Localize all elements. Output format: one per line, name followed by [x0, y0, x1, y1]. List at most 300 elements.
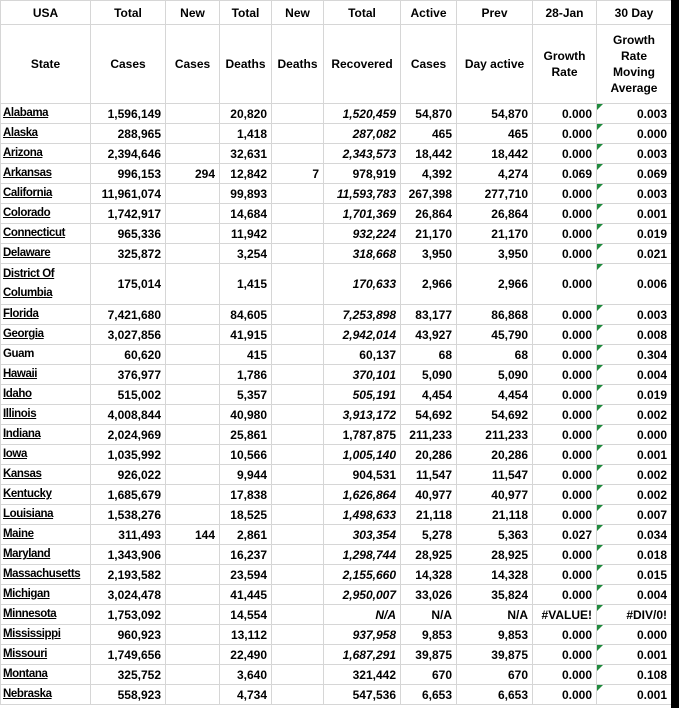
cell-growth30[interactable]: 0.001 [597, 204, 672, 224]
cell-deaths[interactable]: 12,842 [220, 164, 272, 184]
cell-growth[interactable]: 0.000 [533, 645, 597, 665]
cell-active[interactable]: N/A [401, 605, 457, 625]
cell-deaths[interactable]: 4,734 [220, 685, 272, 705]
cell-active[interactable]: 465 [401, 124, 457, 144]
cell-recovered[interactable]: 1,298,744 [324, 545, 401, 565]
cell-prev[interactable]: 211,233 [457, 425, 533, 445]
cell-state[interactable]: Arkansas [1, 164, 91, 184]
cell-cases[interactable]: 376,977 [91, 365, 166, 385]
cell-state[interactable]: Illinois [1, 405, 91, 425]
cell-state[interactable]: Maine [1, 525, 91, 545]
cell-new_deaths[interactable] [272, 405, 324, 425]
cell-growth[interactable]: 0.000 [533, 345, 597, 365]
cell-new_cases[interactable] [166, 104, 220, 124]
cell-new_deaths[interactable] [272, 365, 324, 385]
cell-deaths[interactable]: 1,418 [220, 124, 272, 144]
cell-state[interactable]: Massachusetts [1, 565, 91, 585]
cell-growth[interactable]: 0.000 [533, 445, 597, 465]
cell-prev[interactable]: 465 [457, 124, 533, 144]
cell-cases[interactable]: 1,742,917 [91, 204, 166, 224]
cell-active[interactable]: 68 [401, 345, 457, 365]
cell-growth[interactable]: 0.000 [533, 184, 597, 204]
cell-new_deaths[interactable] [272, 665, 324, 685]
cell-cases[interactable]: 1,753,092 [91, 605, 166, 625]
cell-new_cases[interactable] [166, 264, 220, 305]
cell-cases[interactable]: 960,923 [91, 625, 166, 645]
cell-active[interactable]: 33,026 [401, 585, 457, 605]
cell-prev[interactable]: 5,363 [457, 525, 533, 545]
header-total-deaths-1[interactable]: Total [220, 1, 272, 25]
cell-cases[interactable]: 3,027,856 [91, 325, 166, 345]
header-date-28-jan[interactable]: 28-Jan [533, 1, 597, 25]
cell-active[interactable]: 9,853 [401, 625, 457, 645]
cell-new_deaths[interactable] [272, 325, 324, 345]
cell-new_cases[interactable] [166, 505, 220, 525]
cell-state[interactable]: Arizona [1, 144, 91, 164]
cell-recovered[interactable]: 7,253,898 [324, 305, 401, 325]
cell-prev[interactable]: 39,875 [457, 645, 533, 665]
cell-state[interactable]: Maryland [1, 545, 91, 565]
cell-state[interactable]: Minnesota [1, 605, 91, 625]
cell-new_cases[interactable] [166, 244, 220, 264]
cell-new_cases[interactable] [166, 625, 220, 645]
cell-growth[interactable]: 0.000 [533, 565, 597, 585]
header-30-day-1[interactable]: 30 Day [597, 1, 672, 25]
cell-state[interactable]: Indiana [1, 425, 91, 445]
cell-cases[interactable]: 926,022 [91, 465, 166, 485]
header-recovered[interactable]: Recovered [324, 25, 401, 104]
cell-growth30[interactable]: 0.004 [597, 585, 672, 605]
cell-active[interactable]: 39,875 [401, 645, 457, 665]
cell-state[interactable]: Georgia [1, 325, 91, 345]
cell-prev[interactable]: N/A [457, 605, 533, 625]
cell-state[interactable]: Kansas [1, 465, 91, 485]
cell-growth[interactable]: 0.000 [533, 485, 597, 505]
header-growth-rate[interactable]: Growth Rate [533, 25, 597, 104]
cell-recovered[interactable]: 1,520,459 [324, 104, 401, 124]
cell-recovered[interactable]: 1,626,864 [324, 485, 401, 505]
cell-state[interactable]: Florida [1, 305, 91, 325]
cell-prev[interactable]: 28,925 [457, 545, 533, 565]
cell-recovered[interactable]: 3,913,172 [324, 405, 401, 425]
cell-recovered[interactable]: 318,668 [324, 244, 401, 264]
cell-deaths[interactable]: 18,525 [220, 505, 272, 525]
cell-growth[interactable]: 0.000 [533, 124, 597, 144]
cell-new_deaths[interactable] [272, 124, 324, 144]
cell-growth[interactable]: 0.000 [533, 685, 597, 705]
cell-new_cases[interactable] [166, 184, 220, 204]
cell-growth30[interactable]: 0.006 [597, 264, 672, 305]
cell-prev[interactable]: 54,692 [457, 405, 533, 425]
cell-new_cases[interactable] [166, 204, 220, 224]
cell-cases[interactable]: 2,193,582 [91, 565, 166, 585]
cell-prev[interactable]: 5,090 [457, 365, 533, 385]
cell-growth[interactable]: 0.000 [533, 325, 597, 345]
cell-growth30[interactable]: 0.108 [597, 665, 672, 685]
cell-deaths[interactable]: 22,490 [220, 645, 272, 665]
cell-prev[interactable]: 68 [457, 345, 533, 365]
cell-new_deaths[interactable] [272, 244, 324, 264]
cell-prev[interactable]: 9,853 [457, 625, 533, 645]
cell-cases[interactable]: 175,014 [91, 264, 166, 305]
cell-recovered[interactable]: 1,687,291 [324, 645, 401, 665]
cell-cases[interactable]: 311,493 [91, 525, 166, 545]
cell-cases[interactable]: 515,002 [91, 385, 166, 405]
cell-cases[interactable]: 325,872 [91, 244, 166, 264]
cell-growth30[interactable]: 0.000 [597, 625, 672, 645]
cell-growth[interactable]: 0.000 [533, 505, 597, 525]
cell-new_cases[interactable] [166, 345, 220, 365]
cell-growth30[interactable]: 0.003 [597, 184, 672, 204]
cell-growth[interactable]: 0.000 [533, 224, 597, 244]
cell-growth[interactable]: #VALUE! [533, 605, 597, 625]
cell-recovered[interactable]: 2,155,660 [324, 565, 401, 585]
cell-new_deaths[interactable] [272, 465, 324, 485]
cell-growth30[interactable]: 0.069 [597, 164, 672, 184]
cell-new_deaths[interactable] [272, 305, 324, 325]
cell-new_deaths[interactable] [272, 184, 324, 204]
cell-growth[interactable]: 0.000 [533, 585, 597, 605]
cell-active[interactable]: 20,286 [401, 445, 457, 465]
cell-recovered[interactable]: 505,191 [324, 385, 401, 405]
cell-active[interactable]: 4,454 [401, 385, 457, 405]
cell-recovered[interactable]: 1,787,875 [324, 425, 401, 445]
cell-deaths[interactable]: 20,820 [220, 104, 272, 124]
cell-active[interactable]: 267,398 [401, 184, 457, 204]
header-day-active[interactable]: Day active [457, 25, 533, 104]
cell-growth30[interactable]: 0.008 [597, 325, 672, 345]
cell-active[interactable]: 2,966 [401, 264, 457, 305]
cell-active[interactable]: 6,653 [401, 685, 457, 705]
cell-active[interactable]: 211,233 [401, 425, 457, 445]
cell-deaths[interactable]: 1,786 [220, 365, 272, 385]
cell-new_deaths[interactable] [272, 625, 324, 645]
cell-growth30[interactable]: 0.001 [597, 645, 672, 665]
header-new-cases-2[interactable]: Cases [166, 25, 220, 104]
cell-new_cases[interactable] [166, 445, 220, 465]
cell-active[interactable]: 11,547 [401, 465, 457, 485]
cell-cases[interactable]: 1,343,906 [91, 545, 166, 565]
cell-cases[interactable]: 965,336 [91, 224, 166, 244]
cell-new_cases[interactable]: 294 [166, 164, 220, 184]
cell-state[interactable]: California [1, 184, 91, 204]
cell-active[interactable]: 26,864 [401, 204, 457, 224]
cell-growth[interactable]: 0.069 [533, 164, 597, 184]
cell-prev[interactable]: 45,790 [457, 325, 533, 345]
header-prev-1[interactable]: Prev [457, 1, 533, 25]
cell-deaths[interactable]: 16,237 [220, 545, 272, 565]
cell-prev[interactable]: 2,966 [457, 264, 533, 305]
cell-deaths[interactable]: 14,684 [220, 204, 272, 224]
cell-deaths[interactable]: 415 [220, 345, 272, 365]
cell-deaths[interactable]: 23,594 [220, 565, 272, 585]
cell-state[interactable]: District Of Columbia [1, 264, 91, 305]
cell-recovered[interactable]: 2,942,014 [324, 325, 401, 345]
cell-prev[interactable]: 35,824 [457, 585, 533, 605]
cell-recovered[interactable]: 547,536 [324, 685, 401, 705]
cell-deaths[interactable]: 32,631 [220, 144, 272, 164]
cell-new_deaths[interactable] [272, 345, 324, 365]
cell-cases[interactable]: 11,961,074 [91, 184, 166, 204]
cell-growth30[interactable]: 0.007 [597, 505, 672, 525]
cell-state[interactable]: Idaho [1, 385, 91, 405]
cell-new_deaths[interactable] [272, 425, 324, 445]
cell-state[interactable]: Michigan [1, 585, 91, 605]
cell-new_deaths[interactable] [272, 485, 324, 505]
header-new-deaths-2[interactable]: Deaths [272, 25, 324, 104]
cell-new_cases[interactable] [166, 665, 220, 685]
cell-growth[interactable]: 0.000 [533, 204, 597, 224]
cell-deaths[interactable]: 84,605 [220, 305, 272, 325]
cell-growth30[interactable]: 0.018 [597, 545, 672, 565]
cell-cases[interactable]: 1,685,679 [91, 485, 166, 505]
cell-state[interactable]: Colorado [1, 204, 91, 224]
cell-deaths[interactable]: 9,944 [220, 465, 272, 485]
cell-active[interactable]: 83,177 [401, 305, 457, 325]
cell-recovered[interactable]: 2,343,573 [324, 144, 401, 164]
cell-deaths[interactable]: 3,640 [220, 665, 272, 685]
cell-growth30[interactable]: 0.034 [597, 525, 672, 545]
cell-prev[interactable]: 4,454 [457, 385, 533, 405]
cell-deaths[interactable]: 11,942 [220, 224, 272, 244]
cell-cases[interactable]: 288,965 [91, 124, 166, 144]
header-new-cases-1[interactable]: New [166, 1, 220, 25]
cell-active[interactable]: 5,278 [401, 525, 457, 545]
cell-state[interactable]: Hawaii [1, 365, 91, 385]
header-growth-rate-moving-average[interactable]: Growth Rate Moving Average [597, 25, 672, 104]
cell-active[interactable]: 54,692 [401, 405, 457, 425]
cell-new_cases[interactable] [166, 565, 220, 585]
cell-new_deaths[interactable] [272, 505, 324, 525]
cell-cases[interactable]: 1,596,149 [91, 104, 166, 124]
cell-cases[interactable]: 2,394,646 [91, 144, 166, 164]
cell-deaths[interactable]: 2,861 [220, 525, 272, 545]
cell-prev[interactable]: 21,118 [457, 505, 533, 525]
cell-state[interactable]: Guam [1, 345, 91, 365]
cell-recovered[interactable]: 287,082 [324, 124, 401, 144]
cell-active[interactable]: 14,328 [401, 565, 457, 585]
cell-growth30[interactable]: 0.304 [597, 345, 672, 365]
cell-active[interactable]: 28,925 [401, 545, 457, 565]
cell-new_deaths[interactable] [272, 525, 324, 545]
cell-new_deaths[interactable] [272, 605, 324, 625]
cell-active[interactable]: 40,977 [401, 485, 457, 505]
cell-growth30[interactable]: 0.003 [597, 144, 672, 164]
cell-active[interactable]: 670 [401, 665, 457, 685]
cell-recovered[interactable]: 1,701,369 [324, 204, 401, 224]
cell-new_cases[interactable] [166, 585, 220, 605]
cell-cases[interactable]: 7,421,680 [91, 305, 166, 325]
cell-growth[interactable]: 0.000 [533, 144, 597, 164]
header-total-recovered-1[interactable]: Total [324, 1, 401, 25]
cell-new_deaths[interactable] [272, 264, 324, 305]
cell-active[interactable]: 4,392 [401, 164, 457, 184]
cell-recovered[interactable]: 978,919 [324, 164, 401, 184]
cell-state[interactable]: Delaware [1, 244, 91, 264]
cell-new_deaths[interactable] [272, 204, 324, 224]
cell-new_deaths[interactable] [272, 445, 324, 465]
cell-growth30[interactable]: 0.021 [597, 244, 672, 264]
cell-recovered[interactable]: 321,442 [324, 665, 401, 685]
cell-growth30[interactable]: 0.003 [597, 104, 672, 124]
cell-growth30[interactable]: 0.000 [597, 425, 672, 445]
cell-growth30[interactable]: 0.002 [597, 465, 672, 485]
cell-growth30[interactable]: 0.002 [597, 405, 672, 425]
cell-growth[interactable]: 0.000 [533, 305, 597, 325]
cell-growth[interactable]: 0.000 [533, 365, 597, 385]
cell-new_deaths[interactable] [272, 685, 324, 705]
cell-prev[interactable]: 14,328 [457, 565, 533, 585]
cell-growth30[interactable]: 0.003 [597, 305, 672, 325]
cell-deaths[interactable]: 3,254 [220, 244, 272, 264]
cell-growth30[interactable]: 0.015 [597, 565, 672, 585]
cell-prev[interactable]: 54,870 [457, 104, 533, 124]
cell-active[interactable]: 5,090 [401, 365, 457, 385]
cell-cases[interactable]: 1,538,276 [91, 505, 166, 525]
cell-new_deaths[interactable] [272, 144, 324, 164]
cell-new_deaths[interactable] [272, 224, 324, 244]
cell-cases[interactable]: 60,620 [91, 345, 166, 365]
header-cases[interactable]: Cases [91, 25, 166, 104]
cell-cases[interactable]: 558,923 [91, 685, 166, 705]
cell-prev[interactable]: 86,868 [457, 305, 533, 325]
cell-growth30[interactable]: 0.004 [597, 365, 672, 385]
cell-growth[interactable]: 0.000 [533, 545, 597, 565]
cell-growth[interactable]: 0.000 [533, 625, 597, 645]
header-active-cases[interactable]: Cases [401, 25, 457, 104]
cell-growth[interactable]: 0.000 [533, 665, 597, 685]
cell-deaths[interactable]: 1,415 [220, 264, 272, 305]
cell-state[interactable]: Iowa [1, 445, 91, 465]
cell-recovered[interactable]: 932,224 [324, 224, 401, 244]
cell-deaths[interactable]: 13,112 [220, 625, 272, 645]
cell-state[interactable]: Connecticut [1, 224, 91, 244]
cell-new_cases[interactable] [166, 545, 220, 565]
cell-active[interactable]: 18,442 [401, 144, 457, 164]
cell-state[interactable]: Alaska [1, 124, 91, 144]
cell-deaths[interactable]: 40,980 [220, 405, 272, 425]
cell-new_cases[interactable] [166, 685, 220, 705]
cell-state[interactable]: Kentucky [1, 485, 91, 505]
cell-state[interactable]: Montana [1, 665, 91, 685]
cell-cases[interactable]: 996,153 [91, 164, 166, 184]
cell-cases[interactable]: 4,008,844 [91, 405, 166, 425]
cell-state[interactable]: Louisiana [1, 505, 91, 525]
header-deaths[interactable]: Deaths [220, 25, 272, 104]
cell-growth30[interactable]: 0.019 [597, 385, 672, 405]
cell-new_cases[interactable] [166, 405, 220, 425]
cell-growth[interactable]: 0.000 [533, 244, 597, 264]
cell-cases[interactable]: 1,749,656 [91, 645, 166, 665]
cell-prev[interactable]: 20,286 [457, 445, 533, 465]
cell-new_cases[interactable] [166, 485, 220, 505]
cell-growth[interactable]: 0.000 [533, 385, 597, 405]
cell-new_cases[interactable] [166, 305, 220, 325]
cell-new_cases[interactable] [166, 144, 220, 164]
cell-prev[interactable]: 6,653 [457, 685, 533, 705]
cell-deaths[interactable]: 17,838 [220, 485, 272, 505]
cell-new_cases[interactable] [166, 124, 220, 144]
cell-new_deaths[interactable] [272, 585, 324, 605]
cell-new_cases[interactable] [166, 425, 220, 445]
cell-new_deaths[interactable] [272, 565, 324, 585]
cell-state[interactable]: Nebraska [1, 685, 91, 705]
cell-growth[interactable]: 0.000 [533, 264, 597, 305]
cell-cases[interactable]: 3,024,478 [91, 585, 166, 605]
cell-new_deaths[interactable] [272, 645, 324, 665]
cell-active[interactable]: 54,870 [401, 104, 457, 124]
cell-growth30[interactable]: 0.001 [597, 685, 672, 705]
cell-growth30[interactable]: 0.019 [597, 224, 672, 244]
cell-recovered[interactable]: 1,005,140 [324, 445, 401, 465]
header-state[interactable]: State [1, 25, 91, 104]
cell-active[interactable]: 21,170 [401, 224, 457, 244]
cell-new_cases[interactable]: 144 [166, 525, 220, 545]
cell-new_cases[interactable] [166, 645, 220, 665]
cell-deaths[interactable]: 41,915 [220, 325, 272, 345]
header-usa[interactable]: USA [1, 1, 91, 25]
cell-growth[interactable]: 0.000 [533, 465, 597, 485]
cell-prev[interactable]: 40,977 [457, 485, 533, 505]
cell-prev[interactable]: 11,547 [457, 465, 533, 485]
cell-new_deaths[interactable] [272, 545, 324, 565]
cell-active[interactable]: 43,927 [401, 325, 457, 345]
cell-recovered[interactable]: 60,137 [324, 345, 401, 365]
cell-cases[interactable]: 325,752 [91, 665, 166, 685]
cell-active[interactable]: 3,950 [401, 244, 457, 264]
cell-prev[interactable]: 277,710 [457, 184, 533, 204]
cell-new_deaths[interactable] [272, 385, 324, 405]
header-new-deaths-1[interactable]: New [272, 1, 324, 25]
cell-cases[interactable]: 2,024,969 [91, 425, 166, 445]
cell-prev[interactable]: 670 [457, 665, 533, 685]
cell-recovered[interactable]: 170,633 [324, 264, 401, 305]
cell-growth[interactable]: 0.000 [533, 425, 597, 445]
cell-state[interactable]: Mississippi [1, 625, 91, 645]
cell-new_deaths[interactable] [272, 104, 324, 124]
cell-prev[interactable]: 3,950 [457, 244, 533, 264]
cell-prev[interactable]: 26,864 [457, 204, 533, 224]
cell-recovered[interactable]: 937,958 [324, 625, 401, 645]
cell-recovered[interactable]: N/A [324, 605, 401, 625]
cell-recovered[interactable]: 303,354 [324, 525, 401, 545]
cell-recovered[interactable]: 904,531 [324, 465, 401, 485]
cell-new_cases[interactable] [166, 325, 220, 345]
cell-recovered[interactable]: 11,593,783 [324, 184, 401, 204]
cell-recovered[interactable]: 370,101 [324, 365, 401, 385]
cell-cases[interactable]: 1,035,992 [91, 445, 166, 465]
cell-new_cases[interactable] [166, 224, 220, 244]
cell-new_cases[interactable] [166, 465, 220, 485]
cell-deaths[interactable]: 99,893 [220, 184, 272, 204]
cell-state[interactable]: Missouri [1, 645, 91, 665]
cell-new_cases[interactable] [166, 605, 220, 625]
cell-prev[interactable]: 21,170 [457, 224, 533, 244]
cell-deaths[interactable]: 25,861 [220, 425, 272, 445]
cell-recovered[interactable]: 1,498,633 [324, 505, 401, 525]
cell-prev[interactable]: 4,274 [457, 164, 533, 184]
cell-deaths[interactable]: 10,566 [220, 445, 272, 465]
header-active-1[interactable]: Active [401, 1, 457, 25]
cell-growth[interactable]: 0.000 [533, 405, 597, 425]
cell-recovered[interactable]: 2,950,007 [324, 585, 401, 605]
cell-deaths[interactable]: 41,445 [220, 585, 272, 605]
cell-prev[interactable]: 18,442 [457, 144, 533, 164]
cell-growth[interactable]: 0.000 [533, 104, 597, 124]
cell-new_deaths[interactable]: 7 [272, 164, 324, 184]
cell-new_cases[interactable] [166, 365, 220, 385]
cell-growth[interactable]: 0.027 [533, 525, 597, 545]
